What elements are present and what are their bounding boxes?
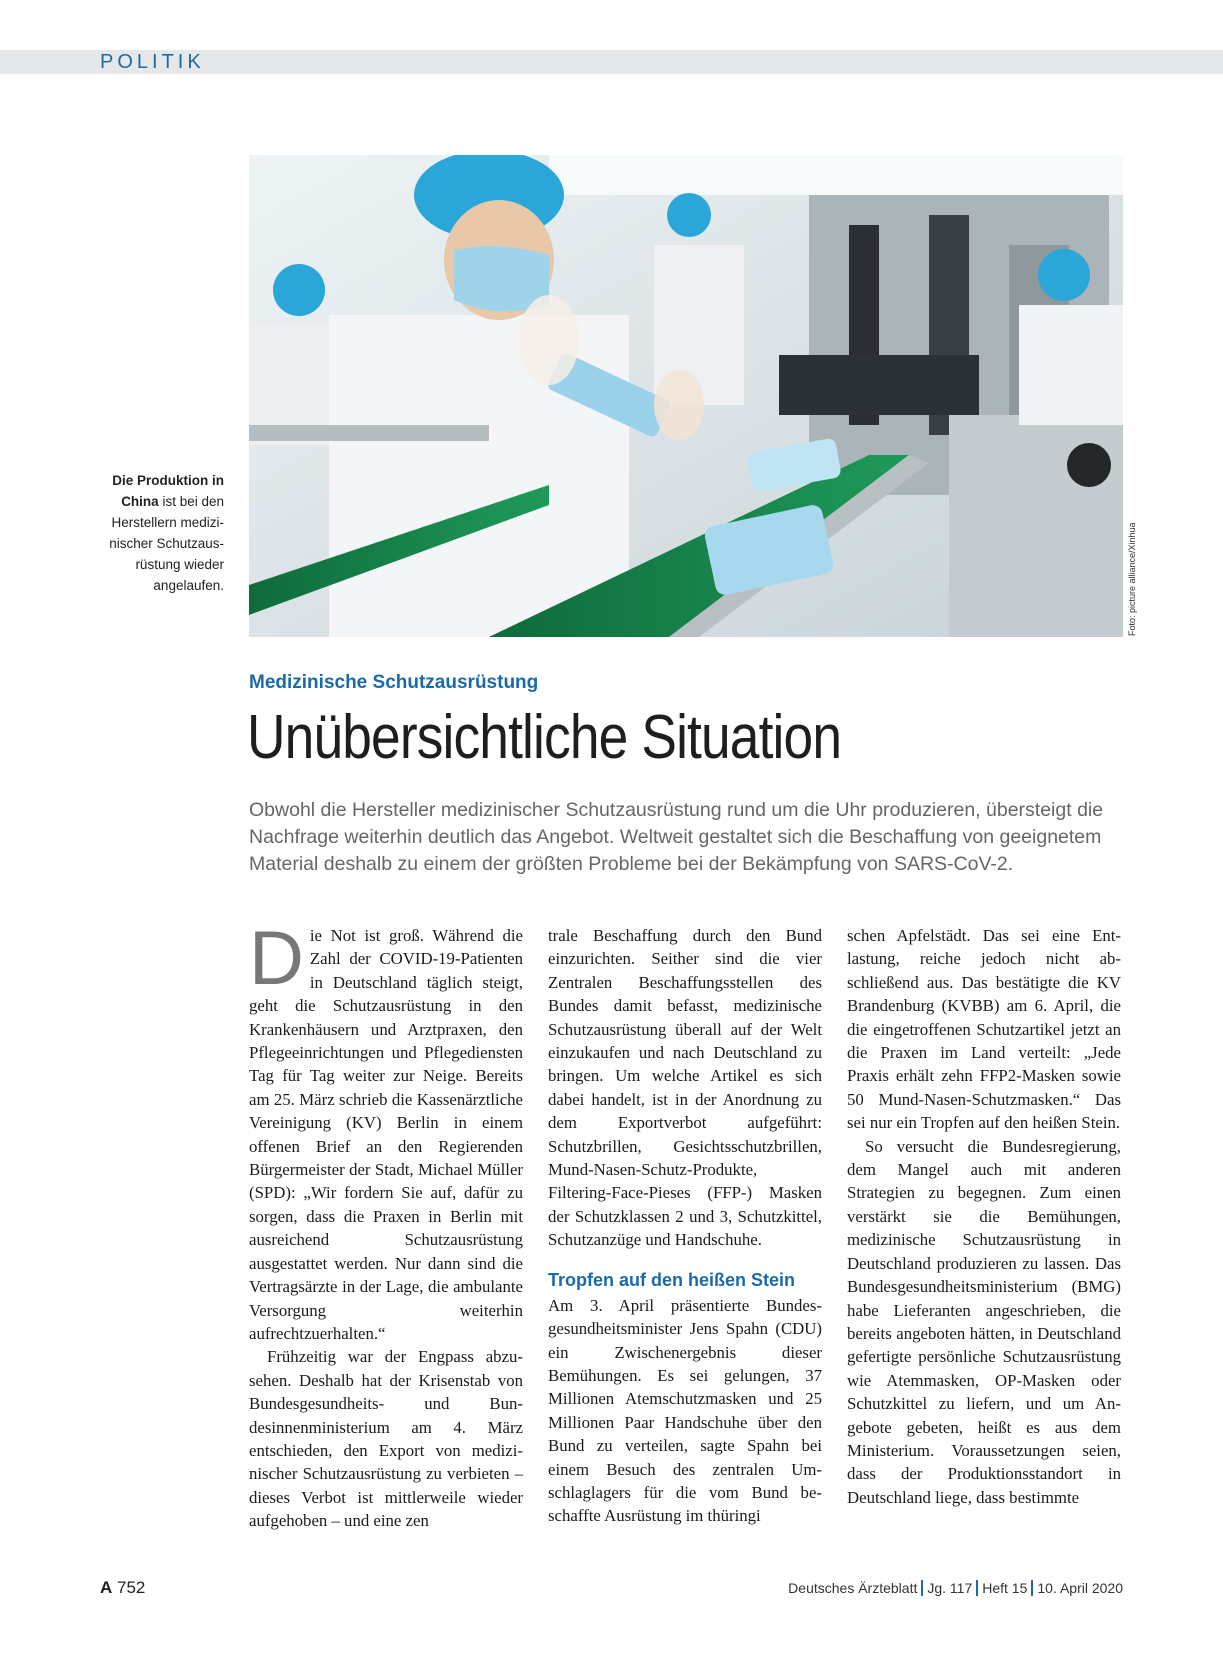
photo-credit: Foto: picture alliance/Xinhua bbox=[1127, 522, 1137, 636]
footer-issue-info bbox=[788, 1580, 1123, 1596]
article-lead: Obwohl die Hersteller medizinischer Schutzausrüstung rund um die Uhr produzieren, übersteigt die Nachfrage weiterhin deutlich das Angebot. Weltweit gestaltet sich die Beschaffung von geeignetem Material deshalb zu einem der größten Probleme bei der Bekämpfung von SARS-CoV-2. bbox=[249, 799, 1104, 875]
paragraph: Am 3. April präsentierte Bundesgesundheitsminister Jens Spahn (CDU) ein Zwischenergebnis dieser Bemühungen. Es sei gelungen, 37 Millionen Atemschutzmasken und 25 Millionen Paar Handschuhe über den Bund zu verteilen, sagte Spahn bei einem Besuch des zentralen Umschlaglagers für die vom Bund beschaffte Ausrüstung im thüringi bbox=[548, 1295, 822, 1526]
drop-cap: D bbox=[249, 916, 304, 1001]
issue: Heft 15 bbox=[982, 1580, 1028, 1596]
paragraph: So versucht die Bundesregierung, dem Mangel auch mit anderen Strategien zu begegnen. Zum einen verstärkt sie die Bemühungen, medizinische Schutzausrüstung in Deutschland produzieren zu lassen. Das Bundesgesundheitsministerium (BMG) habe Lieferanten angeschrieben, die bereits angeboten hätten, in Deutschland gefertigte persönliche Schutzausrüstung wie Atemmasken, OP-Masken oder Schutzkittel zu liefern, und um Angebote gebeten, heißt es aus dem Ministerium. Voraussetzungen seien, dass der Produktionsstandort in Deutschland liege, dass bestimmte bbox=[847, 1136, 1121, 1507]
section-label: POLITIK bbox=[100, 51, 205, 73]
article-kicker: Medizinische Schutzausrüstung bbox=[249, 672, 539, 693]
article-column-2 bbox=[548, 924, 822, 1528]
paragraph: trale Beschaffung durch den Bund einzurichten. Seither sind die vier Zentralen Beschaffungsstellen des Bundes damit befasst, medizinische Schutzausrüstung überall auf der Welt einzukaufen und nach Deutschland zu bringen. Um welche Artikel es sich dabei handelt, ist in der Anordnung zu dem Exportverbot aufgeführt: Schutzbrillen, Gesichtsschutzbrillen, Mund-Nasen-Schutz-Produkte, Filtering-Face-Pieses (FFP-) Masken der Schutzklassen 2 und 3, Schutzkittel, Schutzanzüge und Handschuhe. bbox=[548, 926, 822, 1250]
article-column-1 bbox=[249, 916, 523, 1533]
article-title: Unübersichtliche Situation bbox=[247, 703, 842, 772]
photo-caption bbox=[96, 470, 224, 596]
separator bbox=[976, 1580, 978, 1596]
paragraph: schen Apfelstädt. Das sei eine Entlastung, reiche jedoch nicht abschließend aus. Das bestätigte die KV Brandenburg (KVBB) am 6. April, die die eingetroffenen Schutzartikel jetzt an die Praxen im Land verteilt: „Jede Praxis erhält zehn FFP2-Masken sowie 50 Mund-Nasen-Schutzmasken.“ Das sei nur ein Tropfen auf den heißen Stein. bbox=[847, 926, 1121, 1133]
page-prefix: A bbox=[100, 1578, 113, 1597]
paragraph: ie Not ist groß. Während die Zahl der COVID-19-Patienten in Deutschland täglich steigt, geht die Schutzausrüstung in den Krankenhäusern und Arztpraxen, den Pflegeeinrichtungen und Pflegediensten Tag für Tag weiter zur Neige. Bereits am 25. März schrieb die Kassenärztliche Vereinigung (KV) Berlin in einem offenen Brief an den Regierenden Bürgermeister der Stadt, Michael Müller (SPD): „Wir fordern Sie auf, dafür zu sorgen, dass die Praxen in Berlin mit ausreichend Schutzausrüstung ausgestattet werden. Nur dann sind die Vertragsärzte in der Lage, die ambulante Versorgung weiterhin aufrechtzuerhalten.“ bbox=[249, 926, 523, 1343]
photo-caption-text: ist bei den Herstellern medizinischer Schutzausrüstung wieder angelaufen. bbox=[109, 494, 224, 593]
volume: Jg. 117 bbox=[927, 1580, 973, 1596]
journal-name: Deutsches Ärzteblatt bbox=[788, 1580, 918, 1596]
page-number bbox=[100, 1578, 145, 1598]
article-photo bbox=[249, 155, 1123, 637]
article-subhead: Tropfen auf den heißen Stein bbox=[548, 1269, 796, 1290]
separator bbox=[921, 1580, 923, 1596]
article-column-3 bbox=[847, 924, 1121, 1509]
photo-caption-bold: Die Produktion in China bbox=[112, 473, 224, 509]
separator bbox=[1031, 1580, 1033, 1596]
paragraph: Frühzeitig war der Engpass abzusehen. Deshalb hat der Krisenstab von Bundesgesundheits- und Bundesinnenministerium am 4. März entschieden, den Export von medizinischer Schutzausrüstung zu verbieten – dieses Verbot ist mittlerweile wieder aufgehoben – und eine zen bbox=[249, 1347, 523, 1531]
page-number-value: 752 bbox=[117, 1578, 146, 1597]
issue-date: 10. April 2020 bbox=[1037, 1580, 1123, 1596]
